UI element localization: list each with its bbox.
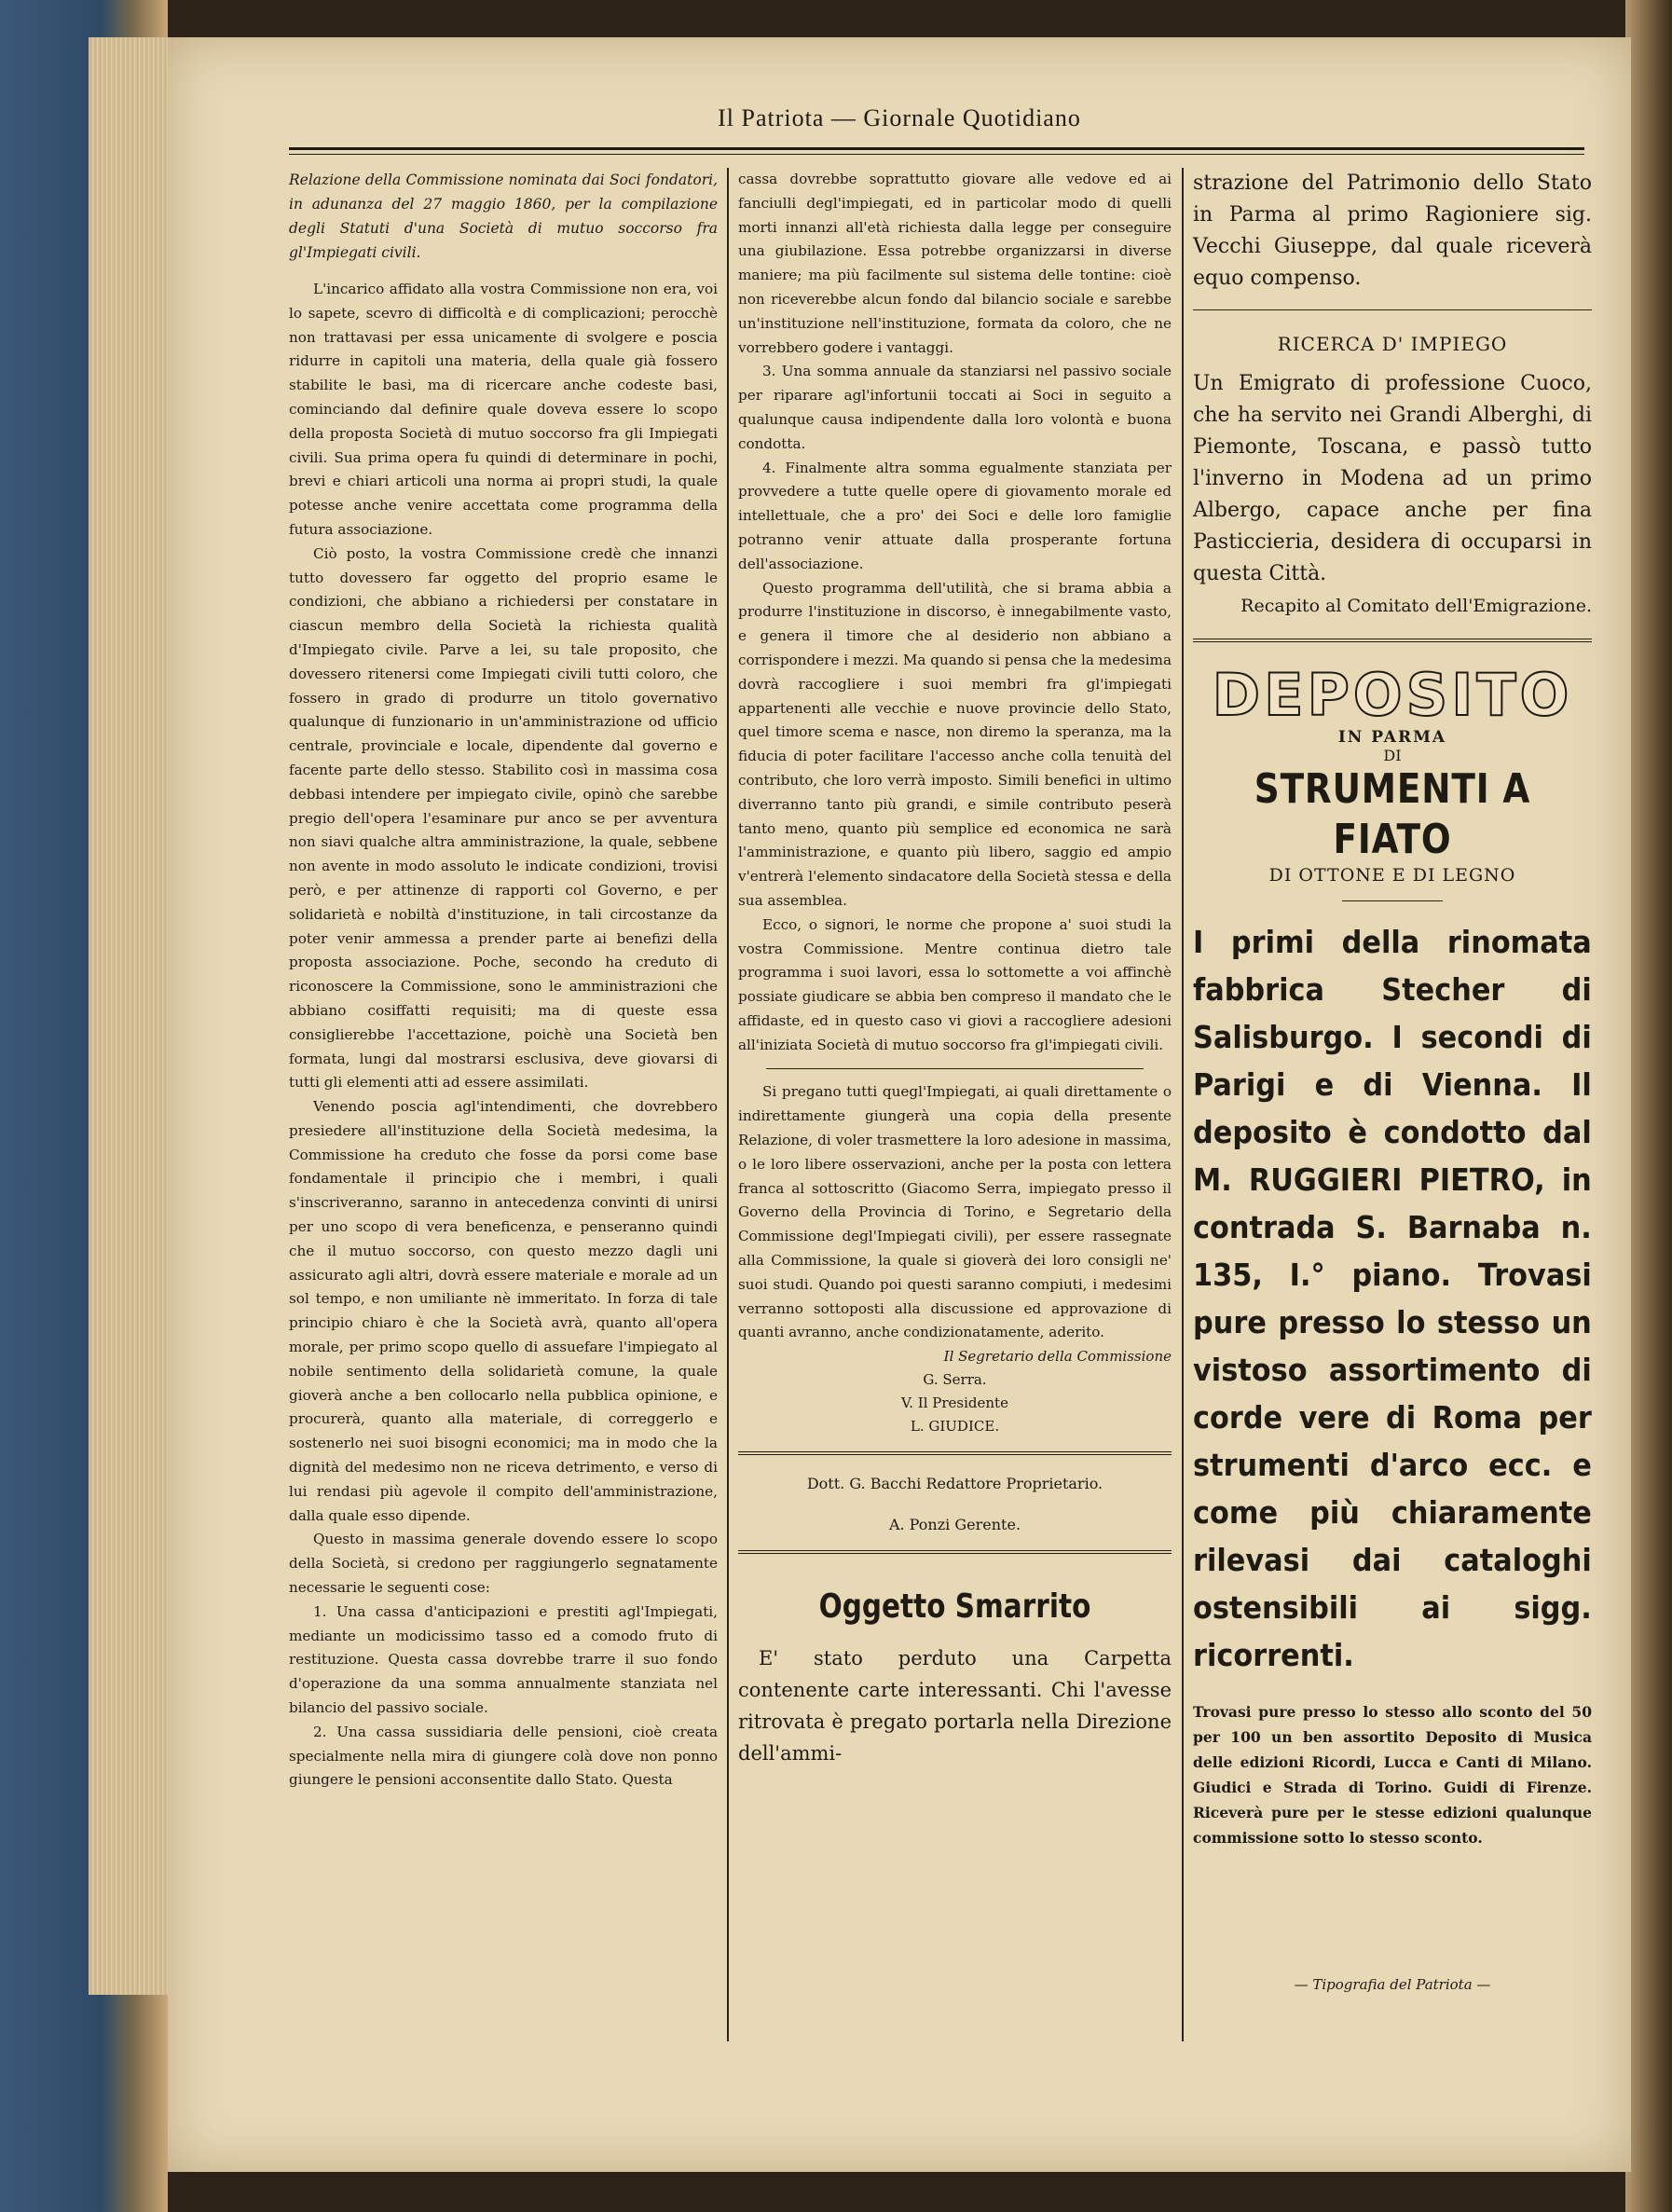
paragraph: Ecco, o signori, le norme che propone a' suoi studi la vostra Commissione. Mentre continua dietro tale programma i suoi lavori, essa lo sottomette a voi affinchè possiate giudicare se abbia ben compreso il mandato che le affidaste, ed in questo caso vi giovi a raccogliere adesioni all'iniziata Società di mutuo soccorso fra gl'impiegati civili. <box>738 915 1172 1053</box>
column-2 <box>738 168 1172 1769</box>
paragraph: strazione del Patrimonio dello Stato in Parma al primo Ragioniere sig. Vecchi Giuseppe, dal quale riceverà equo compenso. <box>1193 172 1592 290</box>
printer-imprint: — Tipografia del Patriota — <box>1294 1976 1491 1993</box>
column-1 <box>289 168 718 1793</box>
column-3 <box>1193 168 1592 1850</box>
deposito-heading: DEPOSITO <box>1212 661 1573 729</box>
music-deposit-text: Trovasi pure presso lo stesso allo sconto del 50 per 100 un ben assortito Deposito di Musica delle edizioni Ricordi, Lucca e Canti di Milano. Giudici e Strada di Torino. Guidi di Firenze. Riceverà pure per le stesse edizioni qualunque commissione sotto lo stesso sconto. <box>1193 1703 1592 1847</box>
double-rule <box>1193 639 1592 642</box>
paragraph: Questo programma dell'utilità, che si brama abbia a produrre l'instituzione in discorso, è innegabilmente vasto, e genera il timore che al desiderio non abbiano a corrispondere i mezzi. Ma quando si pensa che la medesima dovrà raccogliere i suoi membri fra gl'impiegati appartenenti alle vecchie e nuove provincie dello Stato, quel timore scema e nasce, non diremo la speranza, ma la fiducia di poter facilitare l'accesso anche colla tenuità del contributo, che loro verrà imposto. Simili benefici in ultimo diverranno tanto più grandi, e simile contributo peserà tanto meno, quanto più semplice ed economica ne sarà l'amministrazione, e quanto più libero, saggio ed ampio v'entrerà l'elemento sindacatore della Società stessa e della sua assemblea. <box>738 579 1172 909</box>
paragraph: 1. Una cassa d'anticipazioni e prestiti agl'Impiegati, mediante un modicissimo tasso ed a comodo fruto di restituzione. Questa cassa dovrebbe trarre il suo fondo d'operazione da una somma annualmente stanziata nel bilancio del passivo sociale. <box>289 1602 718 1717</box>
paragraph: 3. Una somma annuale da stanziarsi nel passivo sociale per riparare agl'infortunii toccati ai Soci in seguito a qualunque causa indipendente dalla loro volontà e buona condotta. <box>738 363 1172 452</box>
article-title: Relazione della Commissione nominata dai Soci fondatori, in adunanza del 27 maggio 1860, per la compilazione degli Statuti d'una Società di mutuo soccorso fra gl'Impiegati civili. <box>289 172 718 261</box>
page-stack-edge <box>89 37 172 1995</box>
paragraph: 2. Una cassa sussidiaria delle pensioni, cioè creata specialmente nella mira di giungere colà dove non ponno giungere le pensioni acconsentite dallo Stato. Questa <box>289 1723 718 1789</box>
separator <box>1193 309 1592 310</box>
next-page-edge <box>1625 0 1672 2212</box>
signature-title: Il Segretario della Commissione <box>943 1348 1172 1366</box>
job-search-contact: Recapito al Comitato dell'Emigrazione. <box>1240 596 1592 616</box>
di-label: DI <box>1383 747 1402 764</box>
president-name: L. GIUDICE. <box>910 1418 1000 1436</box>
lost-object-text: E' stato perduto una Carpetta contenente carte interessanti. Chi l'avesse ritrovata è pregato portarla nella Direzione dell'ammi- <box>738 1647 1172 1765</box>
column-divider-1 <box>727 168 729 2041</box>
masthead: Il Patriota — Giornale Quotidiano <box>718 104 1081 131</box>
paragraph: Si pregano tutti quegl'Impiegati, ai quali direttamente o indirettamente giungerà una copia della presente Relazione, di voler trasmettere la loro adesione in massima, o le loro libere osservazioni, anche per la posta con lettera franca al sottoscritto (Giacomo Serra, impiegato presso il Governo della Provincia di Torino, e Segretario della Commissione degl'Impiegati civili), per essere rassegnate alla Commissione, la quale si gioverà dei loro consigli ne' suoi studi. Quando poi questi saranno compiuti, i medesimi verranno sottoposti alla discussione ed approvazione di quanti avranno, anche condizionatamente, aderito. <box>738 1083 1172 1341</box>
header-rule-thin <box>289 154 1584 155</box>
paragraph: L'incarico affidato alla vostra Commissione non era, voi lo sapete, scevro di difficoltà e di complicazioni; perocchè non trattavasi per essa unicamente di svolgere e poscia ridurre in capitoli una materia, della quale già fossero stabilite le basi, ma di ricercare anche codeste basi, cominciando dal definire quale doveva essere lo scopo della proposta Società di mutuo soccorso fra gli Impiegati civili. Sua prima opera fu quindi di determinare in pochi, brevi e chiari articoli una norma ai propri studi, la quale potesse anche venire accettata come programma della futura associazione. <box>289 281 718 538</box>
instruments-heading: STRUMENTI A FIATO <box>1254 765 1531 863</box>
paragraph: 4. Finalmente altra somma egualmente stanziata per provvedere a tutte quelle opere di giovamento morale ed intellettuale, che a pro' dei Soci e delle loro famiglie potranno venir attuate dalla prosperante fortuna dell'associazione. <box>738 459 1172 572</box>
paragraph: Venendo poscia agl'intendimenti, che dovrebbero presiedere all'instituzione della Società medesima, la Commissione ha creduto che fosse da porsi come base fondamentale il principio che i membri, i quali s'inscriveranno, saranno in antecedenza convinti di unirsi per uno scopo di vera beneficenza, e penseranno quindi che il mutuo soccorso, con questo mezzo dagli uni assicurato agli altri, dovrà essere materiale e morale ad un sol tempo, e non umiliante nè immeritato. In forza di tale principio chiaro è che la Società avrà, quanto all'opera morale, per primo scopo quello di assuefare l'impiegato al nobile sentimento della solidarietà comune, la quale gioverà anche a ben collocarlo nella pubblica opinione, e procurerà, quanto alla materiale, di correggerlo e sostenerlo nei suoi bisogni economici; ma in modo che la dignità del medesimo non ne riceva detrimento, e verso di lui rendasi più agevole il compito dell'amministrazione, dalla quale esso dipende. <box>289 1098 718 1524</box>
paragraph: Questo in massima generale dovendo essere lo scopo della Società, si credono per raggiungerlo segnatamente necessarie le seguenti cose: <box>289 1531 718 1597</box>
newspaper-page <box>168 37 1631 2172</box>
materials-subheading: DI OTTONE E DI LEGNO <box>1268 865 1516 886</box>
instruments-ad-text: I primi della rinomata fabbrica Stecher di Salisburgo. I secondi di Parigi e di Vienna. Il deposito è condotto dal M. RUGGIERI PIETRO, in contrada S. Barnaba n. 135, I.° piano. Trovasi pure presso lo stesso un vistoso assortimento di corde vere di Roma per strumenti d'arco ecc. e come più chiaramente rilevasi dai cataloghi ostensibili ai sigg. ricorrenti. <box>1193 924 1592 1673</box>
paragraph: Ciò posto, la vostra Commissione credè che innanzi tutto dovessero far oggetto del proprio esame le condizioni, che abbiano a richiedersi per constatare in ciascun membro della Società la richiesta qualità d'Impiegato civile. Parve a lei, su tale proposito, che dovessero ritenersi come Impiegati civili tutti coloro, che fossero in grado di produrre un titolo governativo qualunque di funzionario in un'amministrazione od ufficio centrale, provinciale e locale, dipendente dal governo e facente parte dello stesso. Stabilito così in massima cosa debbasi intendere per impiegato civile, opinò che sarebbe pregio dell'opera l'esaminare pur anco se per avventura non siavi qualche altra amministrazione, la quale, sebbene non avente in modo assoluto le indicate condizioni, trovisi però, e per attinenze di rapporti col Governo, e per solidarietà e nobiltà d'instituzione, in tali circostanze da poter venir ammessa a prender parte ai benefizi della proposta associazione. Poche, secondo ha creduto di riconoscere la Commissione, sono le amministrazioni che abbiano cosiffatti requisiti; ma di queste essa consiglierebbe l'accettazione, poichè una Società ben formata, lungi dal mostrarsi esclusiva, deve giovarsi di tutti gli elementi atti ad essere assimilati. <box>289 544 718 1092</box>
job-search-heading: RICERCA D' IMPIEGO <box>1277 333 1508 355</box>
lost-object-heading: Oggetto Smarrito <box>818 1587 1091 1627</box>
short-rule <box>1342 900 1443 901</box>
separator <box>766 1068 1144 1069</box>
president-title: V. Il Presidente <box>901 1395 1008 1412</box>
manager-line: A. Ponzi Gerente. <box>888 1516 1021 1534</box>
double-rule <box>738 1550 1172 1554</box>
paragraph: cassa dovrebbe soprattutto giovare alle vedove ed ai fanciulli degl'impiegati, ed in particolar modo di quelli morti innanzi all'età richiesta dalla legge per conseguire una giubilazione. Essa potrebbe organizzarsi in diverse maniere; ma più facilmente sul sistema delle tontine: cioè non riceverebbe alcun fondo dal bilancio sociale e sarebbe un'instituzione nell'instituzione, formata da coloro, che ne vorrebbero godere i vantaggi. <box>738 171 1172 356</box>
header-rule <box>289 147 1584 150</box>
double-rule <box>738 1451 1172 1455</box>
signature-name: G. Serra. <box>923 1371 987 1389</box>
editor-line: Dott. G. Bacchi Redattore Proprietario. <box>806 1475 1103 1493</box>
in-parma-label: IN PARMA <box>1337 728 1447 747</box>
column-divider-2 <box>1182 168 1184 2041</box>
job-search-text: Un Emigrato di professione Cuoco, che ha servito nei Grandi Alberghi, di Piemonte, Toscana, e passò tutto l'inverno in Modena ad un primo Albergo, capace anche per fina Pasticcieria, desidera di occuparsi in questa Città. <box>1193 372 1592 585</box>
